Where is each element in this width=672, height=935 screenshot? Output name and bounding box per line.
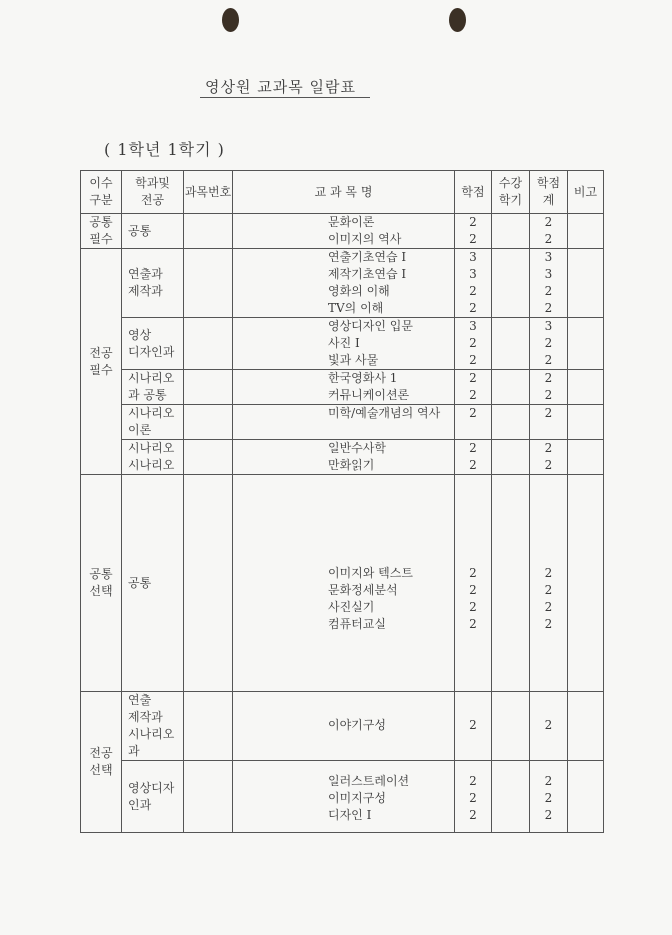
table-row [81, 214, 604, 249]
major-cell: 연출 제작과 시나리오 과 [122, 692, 184, 761]
term-cell [492, 318, 530, 370]
note-cell [568, 214, 604, 249]
header-term: 수강 학기 [492, 171, 530, 214]
category-cell: 전공 선택 [81, 692, 122, 833]
subject-cell: 한국영화사 1 커뮤니케이션론 [233, 370, 455, 405]
note-cell [568, 475, 604, 692]
subject-cell: 일반수사학 만화읽기 [233, 440, 455, 475]
major-cell: 영상디자 인과 [122, 761, 184, 833]
credit-total-cell: 3 3 2 2 [530, 249, 568, 318]
category-cell: 공통 필수 [81, 214, 122, 249]
table-row [81, 692, 604, 761]
major-cell: 연출과 제작과 [122, 249, 184, 318]
credit-total-cell: 2 2 2 [530, 761, 568, 833]
course-code-cell [184, 692, 233, 761]
header-major: 학과및 전공 [122, 171, 184, 214]
term-cell [492, 214, 530, 249]
subject-cell: 이야기구성 [233, 692, 455, 761]
subject-cell: 이미지와 텍스트 문화정세분석 사진실기 컴퓨터교실 [233, 475, 455, 692]
table-row [81, 405, 604, 440]
subject-cell: 문화이론 이미지의 역사 [233, 214, 455, 249]
term-cell [492, 370, 530, 405]
course-code-cell [184, 405, 233, 440]
header-subject: 교 과 목 명 [233, 171, 455, 214]
course-code-cell [184, 249, 233, 318]
table-row [81, 475, 604, 692]
table-header-row [81, 171, 604, 214]
header-credits: 학점 [455, 171, 492, 214]
table-row [81, 761, 604, 833]
document-title: 영상원 교과목 일람표 [205, 78, 356, 96]
table-row [81, 249, 604, 318]
major-cell: 시나리오 시나리오 [122, 440, 184, 475]
term-cell [492, 440, 530, 475]
course-code-cell [184, 761, 233, 833]
credit-total-cell: 2 2 [530, 214, 568, 249]
credit-total-cell: 3 2 2 [530, 318, 568, 370]
major-cell: 공통 [122, 214, 184, 249]
course-code-cell [184, 440, 233, 475]
credits-cell: 2 2 2 [455, 761, 492, 833]
credits-cell: 2 2 [455, 370, 492, 405]
note-cell [568, 405, 604, 440]
course-code-cell [184, 318, 233, 370]
subject-cell: 연출기초연습 I 제작기초연습 I 영화의 이해 TV의 이해 [233, 249, 455, 318]
major-cell: 영상 디자인과 [122, 318, 184, 370]
term-cell [492, 692, 530, 761]
major-cell: 시나리오 이론 [122, 405, 184, 440]
credits-cell: 3 2 2 [455, 318, 492, 370]
credit-total-cell: 2 2 2 2 [530, 475, 568, 692]
credit-total-cell: 2 2 [530, 370, 568, 405]
course-code-cell [184, 475, 233, 692]
table-row [81, 440, 604, 475]
course-code-cell [184, 370, 233, 405]
header-code: 과목번호 [184, 171, 233, 214]
table-row [81, 370, 604, 405]
category-cell: 전공 필수 [81, 249, 122, 475]
course-code-cell [184, 214, 233, 249]
major-cell: 공통 [122, 475, 184, 692]
term-cell [492, 761, 530, 833]
semester-label: ( 1학년 1학기 ) [104, 140, 225, 159]
header-category: 이수 구분 [81, 171, 122, 214]
punch-hole-left [222, 8, 239, 32]
header-credit-total: 학점 계 [530, 171, 568, 214]
note-cell [568, 692, 604, 761]
major-cell: 시나리오 과 공통 [122, 370, 184, 405]
note-cell [568, 318, 604, 370]
subject-cell: 미학/예술개념의 역사 [233, 405, 455, 440]
header-note: 비고 [568, 171, 604, 214]
note-cell [568, 761, 604, 833]
credit-total-cell: 2 2 [530, 440, 568, 475]
course-table [80, 170, 604, 833]
term-cell [492, 405, 530, 440]
term-cell [492, 475, 530, 692]
note-cell [568, 249, 604, 318]
credits-cell: 2 [455, 405, 492, 440]
punch-hole-right [449, 8, 466, 32]
table-row [81, 318, 604, 370]
category-cell: 공통 선택 [81, 475, 122, 692]
credits-cell: 3 3 2 2 [455, 249, 492, 318]
credits-cell: 2 2 [455, 440, 492, 475]
title-underline [200, 97, 370, 98]
note-cell [568, 440, 604, 475]
credits-cell: 2 [455, 692, 492, 761]
credit-total-cell: 2 [530, 405, 568, 440]
credits-cell: 2 2 [455, 214, 492, 249]
credits-cell: 2 2 2 2 [455, 475, 492, 692]
subject-cell: 영상디자인 입문 사진 I 빛과 사물 [233, 318, 455, 370]
term-cell [492, 249, 530, 318]
credit-total-cell: 2 [530, 692, 568, 761]
subject-cell: 일러스트레이션 이미지구성 디자인 I [233, 761, 455, 833]
note-cell [568, 370, 604, 405]
